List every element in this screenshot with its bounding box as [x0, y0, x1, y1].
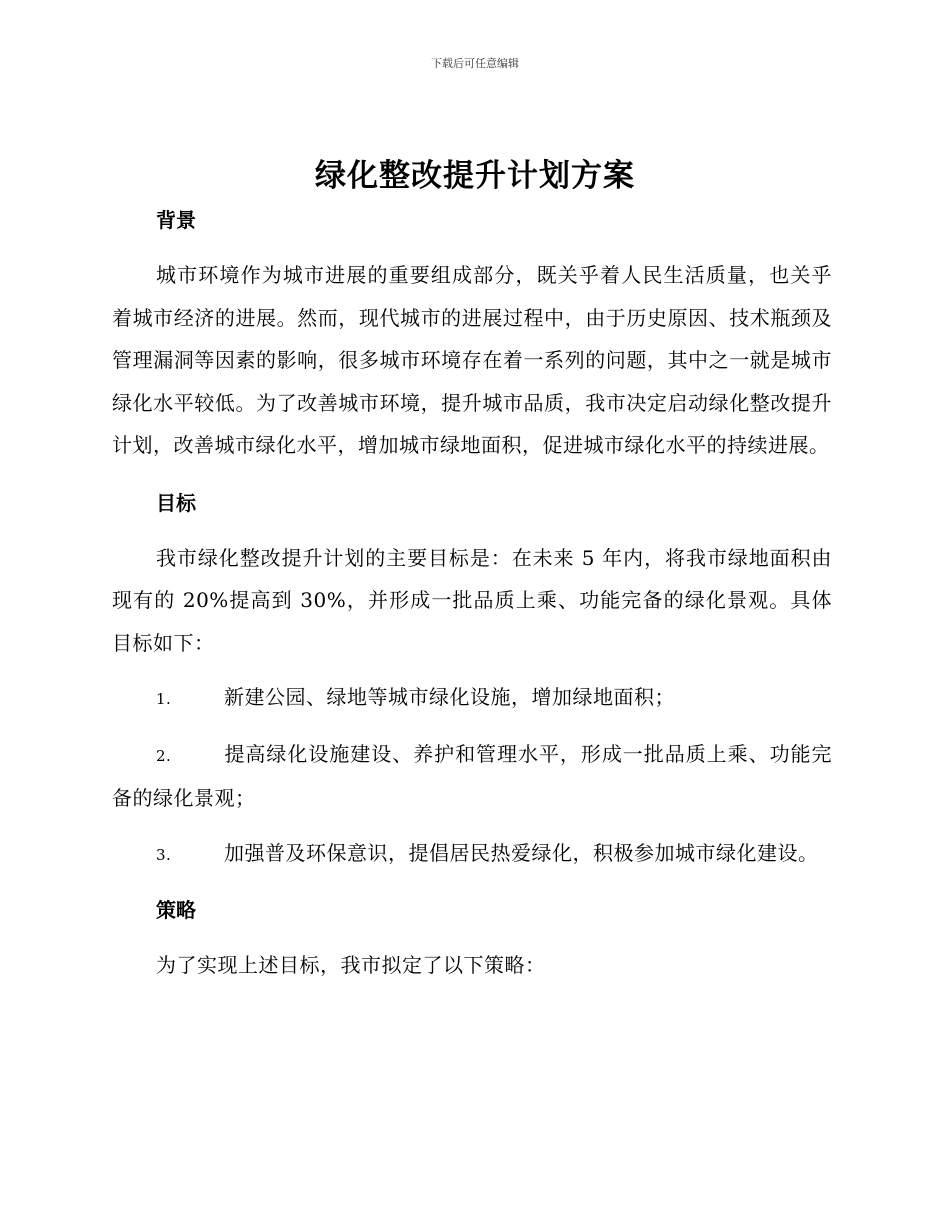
- goal-list-item: [112, 733, 832, 820]
- goals-paragraph: 我市绿化整改提升计划的主要目标是：在未来 5 年内，将我市绿地面积由现有的 20%提高到 30%，并形成一批品质上乘、功能完备的绿化景观。具体目标如下：: [112, 545, 832, 655]
- background-paragraph: 城市环境作为城市进展的重要组成部分，既关乎着人民生活质量，也关乎着城市经济的进展。然而，现代城市的进展过程中，由于历史原因、技术瓶颈及管理漏洞等因素的影响，很多城市环境存在着一系列的问题，其中之一就是城市绿化水平较低。为了改善城市环境，提升城市品质，我市决定启动绿化整改提升计划，改善城市绿化水平，增加城市绿地面积，促进城市绿化水平的持续进展。: [112, 263, 832, 457]
- header-note: 下载后可任意编辑: [431, 57, 519, 70]
- section-heading-background: 背景: [156, 208, 196, 232]
- list-number: 3.: [156, 845, 172, 864]
- list-item-text: 加强普及环保意识，提倡居民热爱绿化，积极参加城市绿化建设。: [224, 840, 819, 865]
- list-item-text: 提高绿化设施建设、养护和管理水平，形成一批品质上乘、功能完备的绿化景观；: [112, 741, 832, 810]
- list-number: 1.: [156, 690, 172, 708]
- document-title: 绿化整改提升计划方案: [315, 158, 635, 194]
- list-item-text: 新建公园、绿地等城市绿化设施，增加绿地面积；: [224, 685, 675, 709]
- goal-list-item: [112, 832, 832, 877]
- goal-list-item: [112, 676, 832, 721]
- section-heading-strategy: 策略: [156, 898, 196, 922]
- list-number: 2.: [156, 746, 172, 765]
- document-body: [112, 198, 832, 987]
- strategy-paragraph: 为了实现上述目标，我市拟定了以下策略：: [156, 953, 546, 977]
- section-heading-goals: 目标: [156, 490, 196, 515]
